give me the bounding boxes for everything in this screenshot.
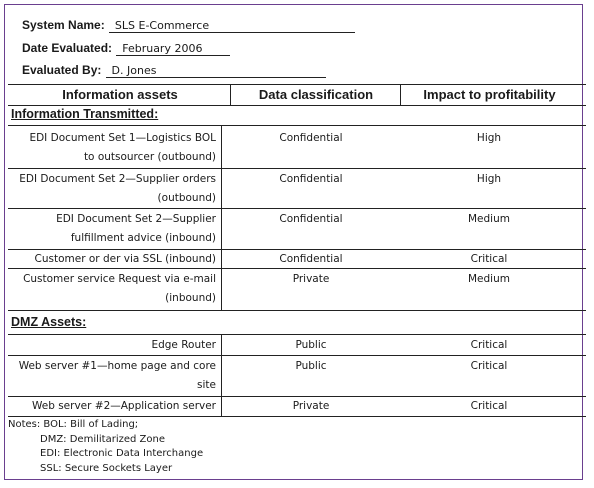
system-name-row (22, 18, 355, 33)
date-evaluated-row (22, 41, 230, 56)
asset-cell: (outbound) (157, 192, 216, 204)
evaluated-by-label: Evaluated By: (22, 63, 102, 77)
note-ssl: SSL: Secure Sockets Layer (40, 462, 173, 474)
asset-cell: EDI Document Set 1—Logistics BOL (29, 132, 216, 144)
asset-cell: EDI Document Set 2—Supplier orders (19, 173, 216, 185)
section-dmz-assets: DMZ Assets: (11, 315, 87, 329)
impact-cell: Critical (470, 360, 508, 372)
row-rule (8, 355, 586, 356)
asset-cell: Web server #1—home page and core (18, 360, 216, 372)
classification-cell: Public (295, 339, 327, 351)
classification-cell: Confidential (279, 173, 343, 185)
asset-cell: site (197, 379, 216, 391)
section-rule (8, 334, 586, 335)
row-rule (8, 168, 586, 169)
system-name-label: System Name: (22, 18, 105, 32)
table-bottom-rule (8, 416, 586, 417)
note-edi: EDI: Electronic Data Interchange (40, 448, 204, 459)
row-rule (8, 310, 586, 311)
asset-cell: EDI Document Set 2—Supplier (56, 213, 216, 225)
classification-cell: Private (292, 273, 330, 285)
header-impact: Impact to profitability (423, 87, 556, 102)
row-rule (8, 208, 586, 209)
section-rule (8, 125, 586, 126)
notes (8, 418, 203, 476)
evaluated-by-row (22, 63, 326, 78)
asset-cell: Customer service Request via e-mail (23, 273, 216, 285)
impact-cell: Medium (468, 213, 510, 225)
evaluated-by-value: D. Jones (106, 64, 326, 78)
classification-cell: Confidential (279, 132, 343, 144)
asset-cell: Web server #2—Application server (31, 400, 216, 412)
impact-cell: High (476, 173, 502, 185)
asset-cell: (inbound) (165, 292, 216, 304)
col-divider (230, 84, 231, 105)
asset-cell: to outsourcer (outbound) (83, 151, 216, 163)
asset-cell: Edge Router (151, 339, 216, 351)
header-rule (8, 105, 586, 106)
section-information-transmitted: Information Transmitted: (11, 107, 159, 121)
date-evaluated-label: Date Evaluated: (22, 41, 113, 55)
note-dmz: DMZ: Demilitarized Zone (40, 433, 165, 445)
classification-cell: Public (295, 360, 327, 372)
col-divider (400, 84, 401, 105)
classification-cell: Private (292, 400, 330, 412)
impact-cell: Critical (470, 339, 508, 351)
header-data-classification: Data classification (258, 87, 374, 102)
header-information-assets: Information assets (62, 87, 178, 102)
asset-cell: Customer or der via SSL (inbound) (34, 253, 216, 265)
asset-cell: fulfillment advice (inbound) (70, 232, 216, 244)
classification-cell: Confidential (279, 253, 343, 265)
impact-cell: High (476, 132, 502, 144)
impact-cell: Critical (470, 253, 508, 265)
table-top-rule (8, 84, 586, 85)
date-evaluated-value: February 2006 (116, 42, 230, 56)
impact-cell: Critical (470, 400, 508, 412)
impact-cell: Medium (468, 273, 510, 285)
classification-cell: Confidential (279, 213, 343, 225)
system-name-value: SLS E-Commerce (109, 19, 355, 33)
note-bol: Notes: BOL: Bill of Lading; (8, 419, 139, 430)
